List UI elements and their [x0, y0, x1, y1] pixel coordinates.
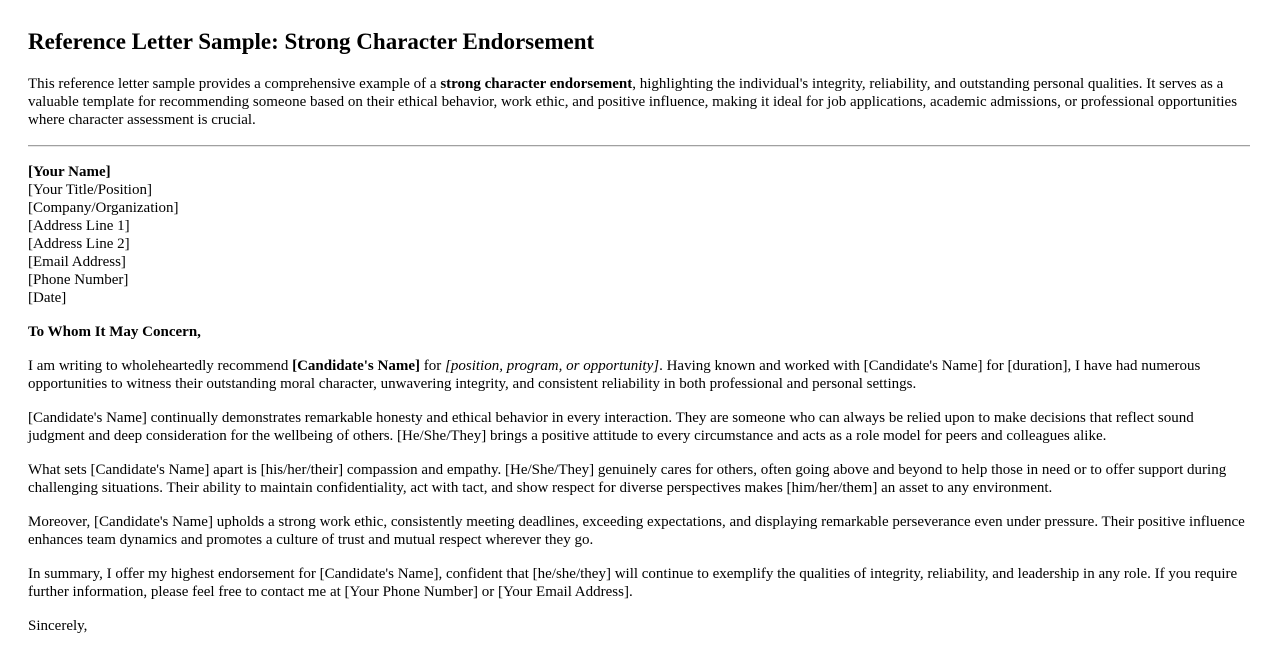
intro-bold-phrase: strong character endorsement [440, 76, 633, 92]
intro-paragraph [28, 75, 1250, 145]
sender-date: [Date] [28, 290, 67, 306]
paragraph-1-before: I am writing to wholeheartedly recommend [28, 358, 293, 374]
sender-phone: [Phone Number] [28, 272, 129, 288]
paragraph-1-middle: for [420, 358, 446, 374]
section-divider [28, 145, 1250, 147]
page-title: Reference Letter Sample: Strong Character Endorsement [28, 29, 595, 54]
candidate-name-bold: [Candidate's Name] [292, 358, 421, 374]
closing: Sincerely, [28, 618, 88, 634]
letter-paragraph-4: Moreover, [Candidate's Name] upholds a strong work ethic, consistently meeting deadlines, exceeding expectations, and displaying remarkable perseverance even under pressure. Their positive influence enhances team dynamics and promotes a culture of trust and mutual respect wherever they go. [28, 514, 1245, 548]
sender-address-line-1: [Address Line 1] [28, 218, 130, 234]
salutation: To Whom It May Concern, [28, 324, 201, 340]
sender-address-line-2: [Address Line 2] [28, 236, 130, 252]
position-placeholder-italic: [position, program, or opportunity] [445, 358, 660, 374]
sender-title: [Your Title/Position] [28, 182, 152, 198]
paragraph-1-after: . Having known and worked with [Candidate's Name] for [duration], I have had numerous opportunities to witness their outstanding moral character, unwavering integrity, and consistent reliability in both professional and personal settings. [28, 358, 1201, 392]
sender-block [28, 163, 1250, 307]
sender-email: [Email Address] [28, 254, 126, 270]
letter-paragraph-3: What sets [Candidate's Name] apart is [his/her/their] compassion and empathy. [He/She/They] genuinely cares for others, often going above and beyond to help those in need or to offer support during challenging situations. Their ability to maintain confidentiality, act with tact, and show respect for diverse perspectives makes [him/her/them] an asset to any environment. [28, 462, 1227, 496]
intro-text-after: , highlighting the individual's integrity, reliability, and outstanding personal qualities. It serves as a valuable template for recommending someone based on their ethical behavior, work ethic, and positive influence, making it ideal for job applications, academic admissions, or professional opportunities where character assessment is crucial. [28, 76, 1238, 128]
intro-text-before: This reference letter sample provides a comprehensive example of a [28, 76, 441, 92]
sender-company: [Company/Organization] [28, 200, 179, 216]
sender-name: [Your Name] [28, 164, 111, 180]
letter-paragraph-1 [28, 357, 1250, 393]
letter-paragraph-5: In summary, I offer my highest endorsement for [Candidate's Name], confident that [he/she/they] will continue to exemplify the qualities of integrity, reliability, and leadership in any role. If you require further information, please feel free to contact me at [Your Phone Number] or [Your Email Address]. [28, 566, 1238, 600]
letter-paragraph-2: [Candidate's Name] continually demonstrates remarkable honesty and ethical behavior in every interaction. They are someone who can always be relied upon to make decisions that reflect sound judgment and deep consideration for the wellbeing of others. [He/She/They] brings a positive attitude to every circumstance and acts as a role model for peers and colleagues alike. [28, 410, 1194, 444]
